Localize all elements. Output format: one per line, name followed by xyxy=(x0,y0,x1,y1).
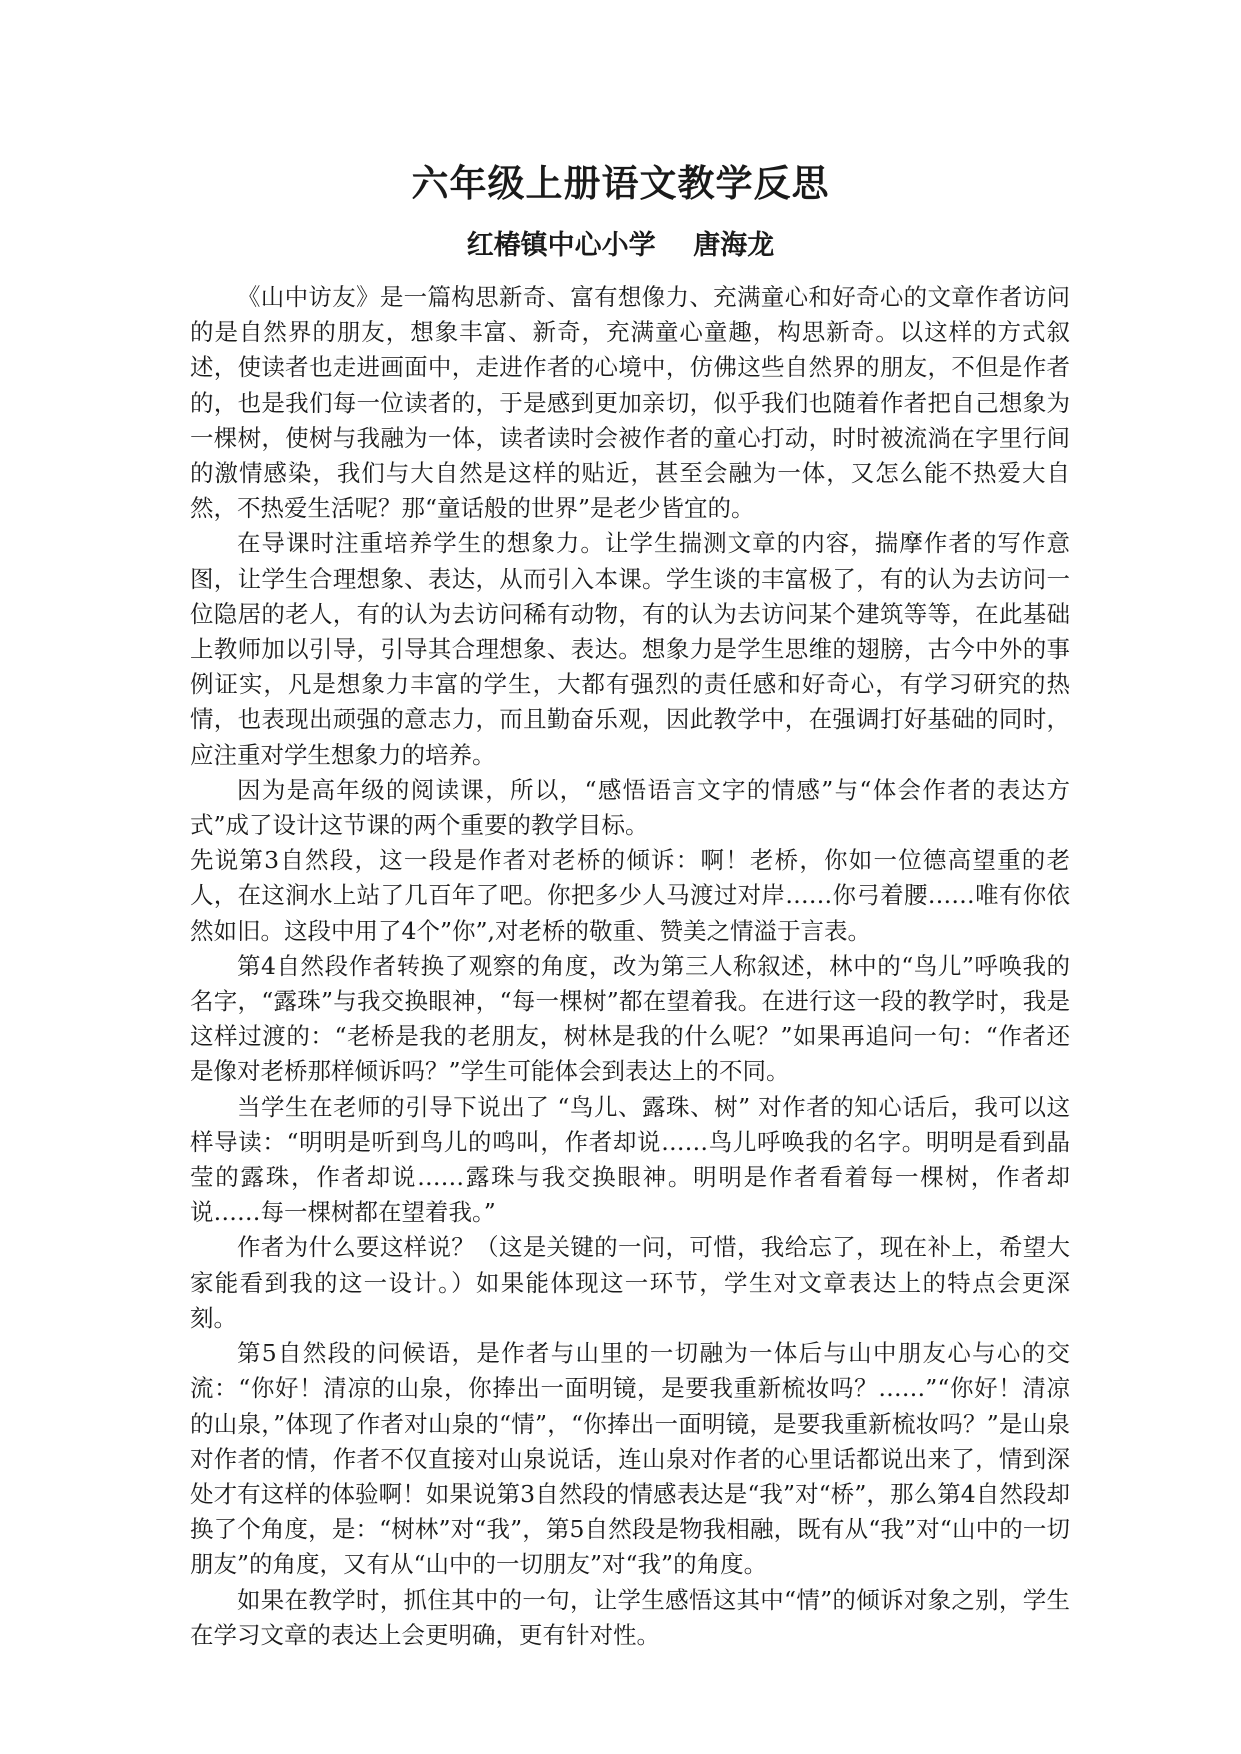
paragraph: 《山中访友》是一篇构思新奇、富有想像力、充满童心和好奇心的文章作者访问的是自然界的朋友，想象丰富、新奇，充满童心童趣，构思新奇。以这样的方式叙述，使读者也走进画面中，走进作者的心境中，仿佛这些自然界的朋友，不但是作者的，也是我们每一位读者的，于是感到更加亲切，似乎我们也随着作者把自己想象为一棵树，使树与我融为一体，读者读时会被作者的童心打动，时时被流淌在字里行间的激情感染，我们与大自然是这样的贴近，甚至会融为一体，又怎么能不热爱大自然，不热爱生活呢？那“童话般的世界”是老少皆宜的。 xyxy=(190,283,1070,523)
paragraph: 第5自然段的问候语，是作者与山里的一切融为一体后与山中朋友心与心的交流：“你好！清凉的山泉，你捧出一面明镜，是要我重新梳妆吗？……”“你好！清凉的山泉，”体现了作者对山泉的“情”，“你捧出一面明镜，是要我重新梳妆吗？”是山泉对作者的情，作者不仅直接对山泉说话，连山泉对作者的心里话都说出来了，情到深处才有这样的体验啊！如果说第3自然段的情感表达是“我”对“桥”，那么第4自然段却换了个角度，是：“树林”对“我”，第5自然段是物我相融，既有从“我”对“山中的一切朋友”的角度，又有从“山中的一切朋友”对“我”的角度。 xyxy=(190,1339,1070,1579)
paragraph: 第4自然段作者转换了观察的角度，改为第三人称叙述，林中的“鸟儿”呼唤我的名字，“露珠”与我交换眼神，“每一棵树”都在望着我。在进行这一段的教学时，我是这样过渡的：“老桥是我的老朋友，树林是我的什么呢？”如果再追问一句：“作者还是像对老桥那样倾诉吗？”学生可能体会到表达上的不同。 xyxy=(190,951,1070,1086)
paragraph: 如果在教学时，抓住其中的一句，让学生感悟这其中“情”的倾诉对象之别，学生在学习文章的表达上会更明确，更有针对性。 xyxy=(190,1585,1070,1649)
paragraph: 在导课时注重培养学生的想象力。让学生揣测文章的内容，揣摩作者的写作意图，让学生合理想象、表达，从而引入本课。学生谈的丰富极了，有的认为去访问一位隐居的老人，有的认为去访问稀有动物，有的认为去访问某个建筑等等，在此基础上教师加以引导，引导其合理想象、表达。想象力是学生思维的翅膀，古今中外的事例证实，凡是想象力丰富的学生，大都有强烈的责任感和好奇心，有学习研究的热情，也表现出顽强的意志力，而且勤奋乐观，因此教学中，在强调打好基础的同时，应注重对学生想象力的培养。 xyxy=(190,529,1070,769)
document-title: 六年级上册语文教学反思 xyxy=(411,161,830,205)
paragraph: 当学生在老师的引导下说出了 “鸟儿、露珠、树” 对作者的知心话后，我可以这样导读：“明明是听到鸟儿的鸣叫，作者却说……鸟儿呼唤我的名字。明明是看到晶莹的露珠，作者却说……露珠与我交换眼神。明明是作者看着每一棵树，作者却说……每一棵树都在望着我。” xyxy=(190,1092,1070,1227)
paragraph: 因为是高年级的阅读课，所以，“感悟语言文字的情感”与“体会作者的表达方式”成了设计这节课的两个重要的教学目标。 xyxy=(190,775,1070,840)
document-body xyxy=(190,280,1070,1653)
document-subtitle: 红椿镇中心小学 唐海龙 xyxy=(466,230,775,261)
paragraph: 作者为什么要这样说？（这是关键的一问，可惜，我给忘了，现在补上，希望大家能看到我的这一设计。）如果能体现这一环节，学生对文章表达上的特点会更深刻。 xyxy=(190,1233,1070,1332)
paragraph: 先说第3自然段，这一段是作者对老桥的倾诉：啊！老桥，你如一位德高望重的老人，在这涧水上站了几百年了吧。你把多少人马渡过对岸……你弓着腰……唯有你依然如旧。这段中用了4个”你”,对老桥的敬重、赞美之情溢于言表。 xyxy=(190,846,1070,945)
